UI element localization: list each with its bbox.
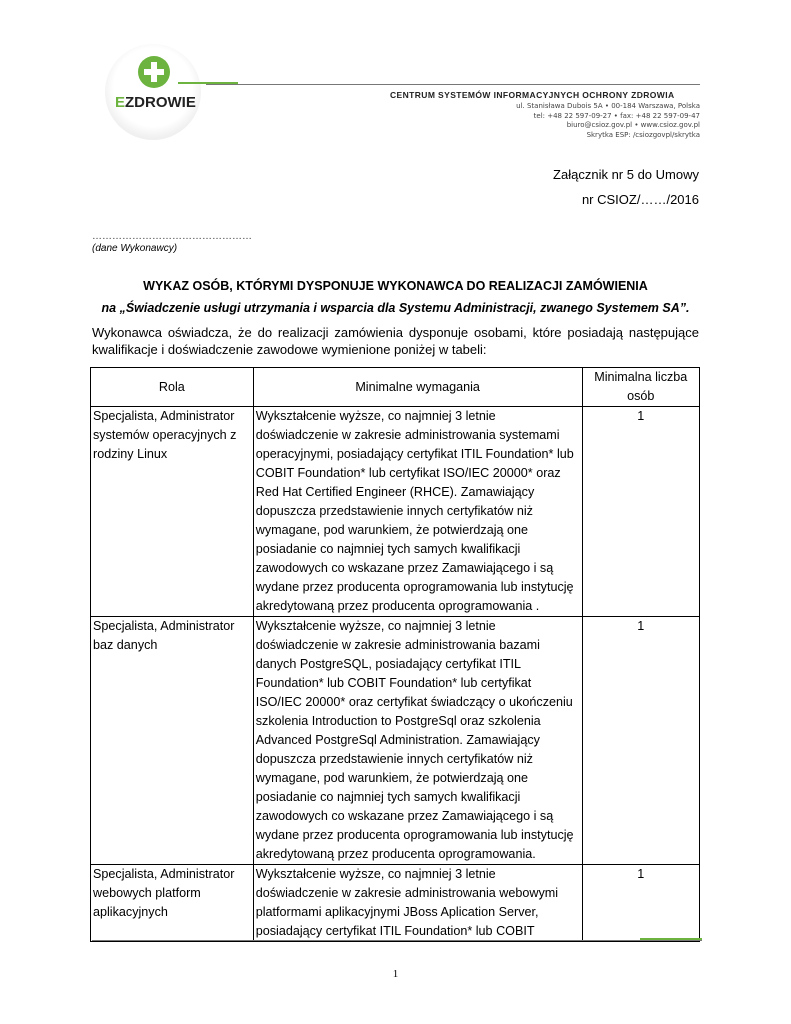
contractor-label: (dane Wykonawcy) <box>92 243 178 254</box>
address-line: ul. Stanisława Dubois 5A • 00-184 Warszawa, Polska <box>516 102 700 110</box>
header-divider <box>206 84 700 85</box>
document-title: WYKAZ OSÓB, KTÓRYMI DYSPONUJE WYKONAWCA DO REALIZACJI ZAMÓWIENIA <box>143 279 648 293</box>
table-row <box>91 617 700 865</box>
cell-requirements: Wykształcenie wyższe, co najmniej 3 letnie doświadczenie w zakresie administrowania webowymi platformami aplikacyjnymi JBoss Aplication Server, posiadający certyfikat ITIL Foundation* lub COBIT <box>253 865 582 942</box>
address-line: tel: +48 22 597-09-27 • fax: +48 22 597-09-47 <box>533 111 700 120</box>
table-row <box>91 407 700 617</box>
org-name: CENTRUM SYSTEMÓW INFORMACYJNYCH OCHRONY ZDROWIA <box>390 90 675 100</box>
header-requirements: Minimalne wymagania <box>253 368 582 407</box>
cell-role: Specjalista, Administrator webowych platform aplikacyjnych <box>91 865 254 942</box>
contract-number: nr CSIOZ/……/2016 <box>581 192 699 207</box>
table-header-row <box>91 368 700 407</box>
address-line: biuro@csioz.gov.pl • www.csioz.gov.pl <box>566 121 700 129</box>
cell-count: 1 <box>582 617 700 865</box>
table-row <box>91 865 700 942</box>
annex-reference <box>553 162 699 212</box>
ezdrowie-logo <box>105 44 205 144</box>
personnel-table <box>90 367 700 942</box>
footer-divider <box>92 940 702 941</box>
plus-cross-icon <box>138 56 170 88</box>
cell-requirements: Wykształcenie wyższe, co najmniej 3 letnie doświadczenie w zakresie administrowania systemami operacyjnymi, posiadający certyfikat ITIL Foundation* lub COBIT Foundation* lub certyfikat ISO/IEC 20000* oraz Red Hat Certified Engineer (RHCE). Zamawiający dopuszcza przedstawienie innych certyfikatów niż wymagane, pod warunkiem, że potwierdzają one posiadanie co najmniej tych samych kwalifikacji zawodowych co wskazane przez Zamawiającego i są wydane przez producenta oprogramowania lub instytucję akredytowaną przez producenta oprogramowania . <box>253 407 582 617</box>
cell-requirements: Wykształcenie wyższe, co najmniej 3 letnie doświadczenie w zakresie administrowania bazami danych PostgreSQL, posiadający certyfikat ITIL Foundation* lub COBIT Foundation* lub certyfikat ISO/IEC 20000* oraz certyfikat świadczący o ukończeniu szkolenia Introduction to PostgreSql oraz szkolenia Advanced PostgreSql Administration. Zamawiający dopuszcza przedstawienie innych certyfikatów niż wymagane, pod warunkiem, że potwierdzają one posiadanie co najmniej tych samych kwalifikacji zawodowych co wskazane przez Zamawiającego i są wydane przez producenta oprogramowania lub instytucję akredytowaną przez producenta oprogramowania. <box>253 617 582 865</box>
cell-role: Specjalista, Administrator baz danych <box>91 617 254 865</box>
header-count: Minimalna liczba osób <box>582 368 700 407</box>
org-address <box>470 102 700 140</box>
document-subtitle: na „Świadczenie usługi utrzymania i wsparcia dla Systemu Administracji, zwanego Systemem SA”. <box>101 301 690 315</box>
page-number: 1 <box>392 968 399 980</box>
cell-count: 1 <box>582 865 700 942</box>
cell-count: 1 <box>582 407 700 617</box>
footer-accent-line <box>640 938 702 940</box>
contractor-dots: ………………………………………… <box>92 231 252 242</box>
declaration-paragraph: Wykonawca oświadcza, że do realizacji zamówienia dysponuje osobami, które posiadają następujące kwalifikacje i doświadczenie zawodowe wymienione poniżej w tabeli: <box>92 325 699 357</box>
header-role: Rola <box>91 368 254 407</box>
address-line: Skrytka ESP: /csiozgovpl/skrytka <box>586 130 700 139</box>
cell-role: Specjalista, Administrator systemów operacyjnych z rodziny Linux <box>91 407 254 617</box>
annex-title: Załącznik nr 5 do Umowy <box>553 167 699 182</box>
logo-text: EZDROWIE <box>115 94 196 111</box>
